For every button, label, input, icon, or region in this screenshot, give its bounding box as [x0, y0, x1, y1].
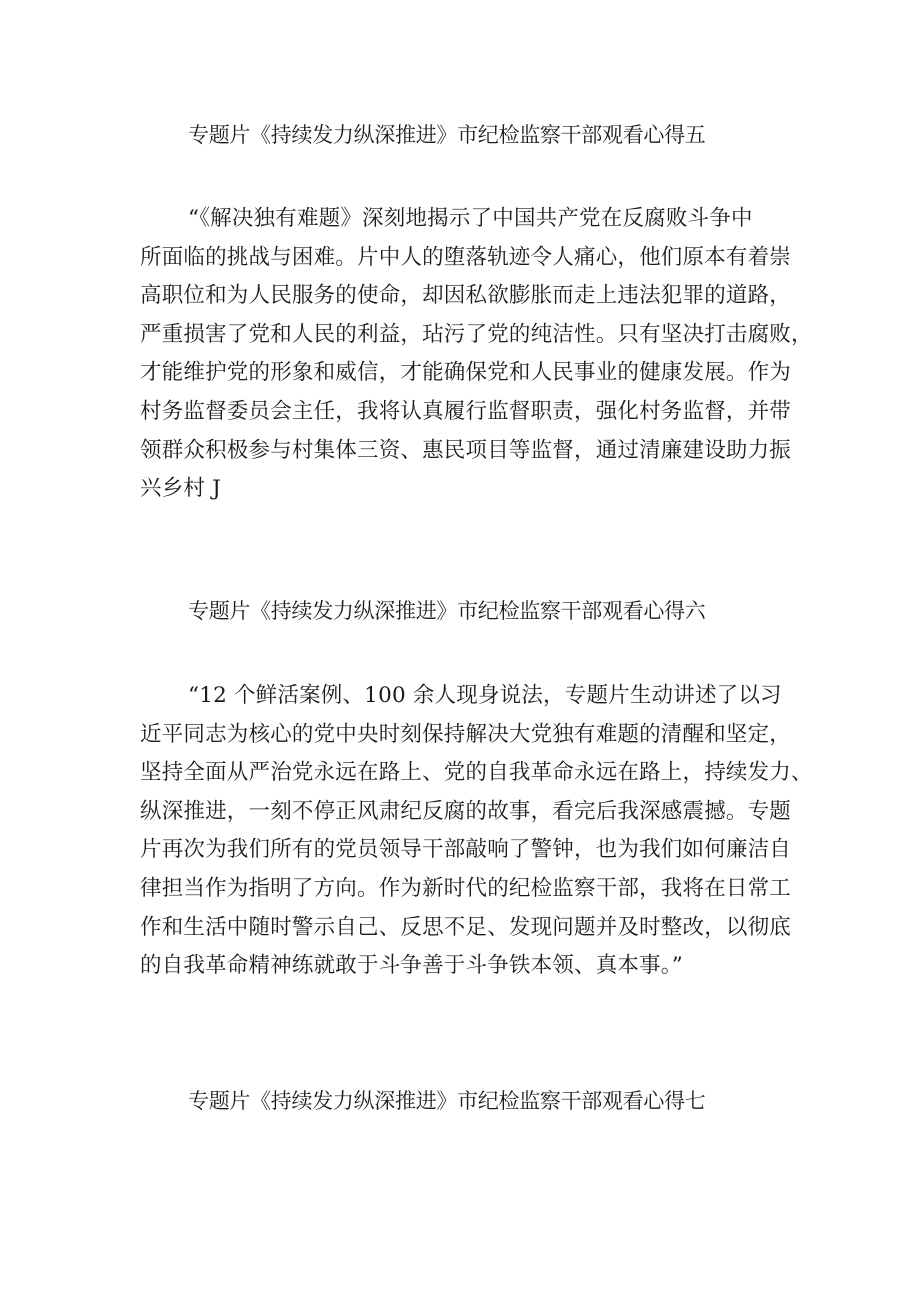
paragraph-line: 纵深推进，一刻不停正风肃纪反腐的故事，看完后我深感震撼。专题	[140, 798, 792, 824]
section-heading-6: 专题片《持续发力纵深推进》市纪检监察干部观看心得六	[188, 599, 706, 623]
paragraph-line: 高职位和为人民服务的使命，却因私欲膨胀而走上违法犯罪的道路，	[140, 283, 792, 309]
paragraph-5	[140, 200, 813, 509]
paragraph-line: 的自我革命精神练就敢于斗争善于斗争铁本领、真本事。”	[140, 953, 683, 979]
paragraph-line: 才能维护党的形象和威信，才能确保党和人民事业的健康发展。作为	[140, 360, 792, 386]
paragraph-line: 所面临的挑战与困难。片中人的堕落轨迹令人痛心，他们原本有着崇	[140, 244, 792, 270]
paragraph-line: 坚持全面从严治党永远在路上、党的自我革命永远在路上，持续发力、	[140, 760, 813, 786]
paragraph-line: 村务监督委员会主任，我将认真履行监督职责，强化村务监督，并带	[140, 398, 792, 424]
paragraph-line: “12 个鲜活案例、100 余人现身说法，专题片生动讲述了以习	[188, 683, 782, 708]
paragraph-line: 近平同志为核心的党中央时刻保持解决大党独有难题的清醒和坚定，	[140, 721, 792, 747]
paragraph-line: 严重损害了党和人民的利益，玷污了党的纯洁性。只有坚决打击腐败，	[140, 321, 813, 347]
section-heading-5: 专题片《持续发力纵深推进》市纪检监察干部观看心得五	[188, 123, 706, 147]
paragraph-line: “《解决独有难题》深刻地揭示了中国共产党在反腐败斗争中	[188, 206, 753, 231]
paragraph-line: 领群众积极参与村集体三资、惠民项目等监督，通过清廉建设助力振	[140, 437, 792, 463]
paragraph-line: 片再次为我们所有的党员领导干部敲响了警钟，也为我们如何廉洁自	[140, 837, 792, 863]
paragraph-6	[140, 677, 813, 986]
paragraph-line: 律担当作为指明了方向。作为新时代的纪检监察干部，我将在日常工	[140, 875, 792, 901]
paragraph-line: 作和生活中随时警示自己、反思不足、发现问题并及时整改，以彻底	[140, 914, 792, 940]
paragraph-line: 兴乡村 J	[140, 476, 221, 502]
section-heading-7: 专题片《持续发力纵深推进》市纪检监察干部观看心得七	[188, 1089, 706, 1113]
